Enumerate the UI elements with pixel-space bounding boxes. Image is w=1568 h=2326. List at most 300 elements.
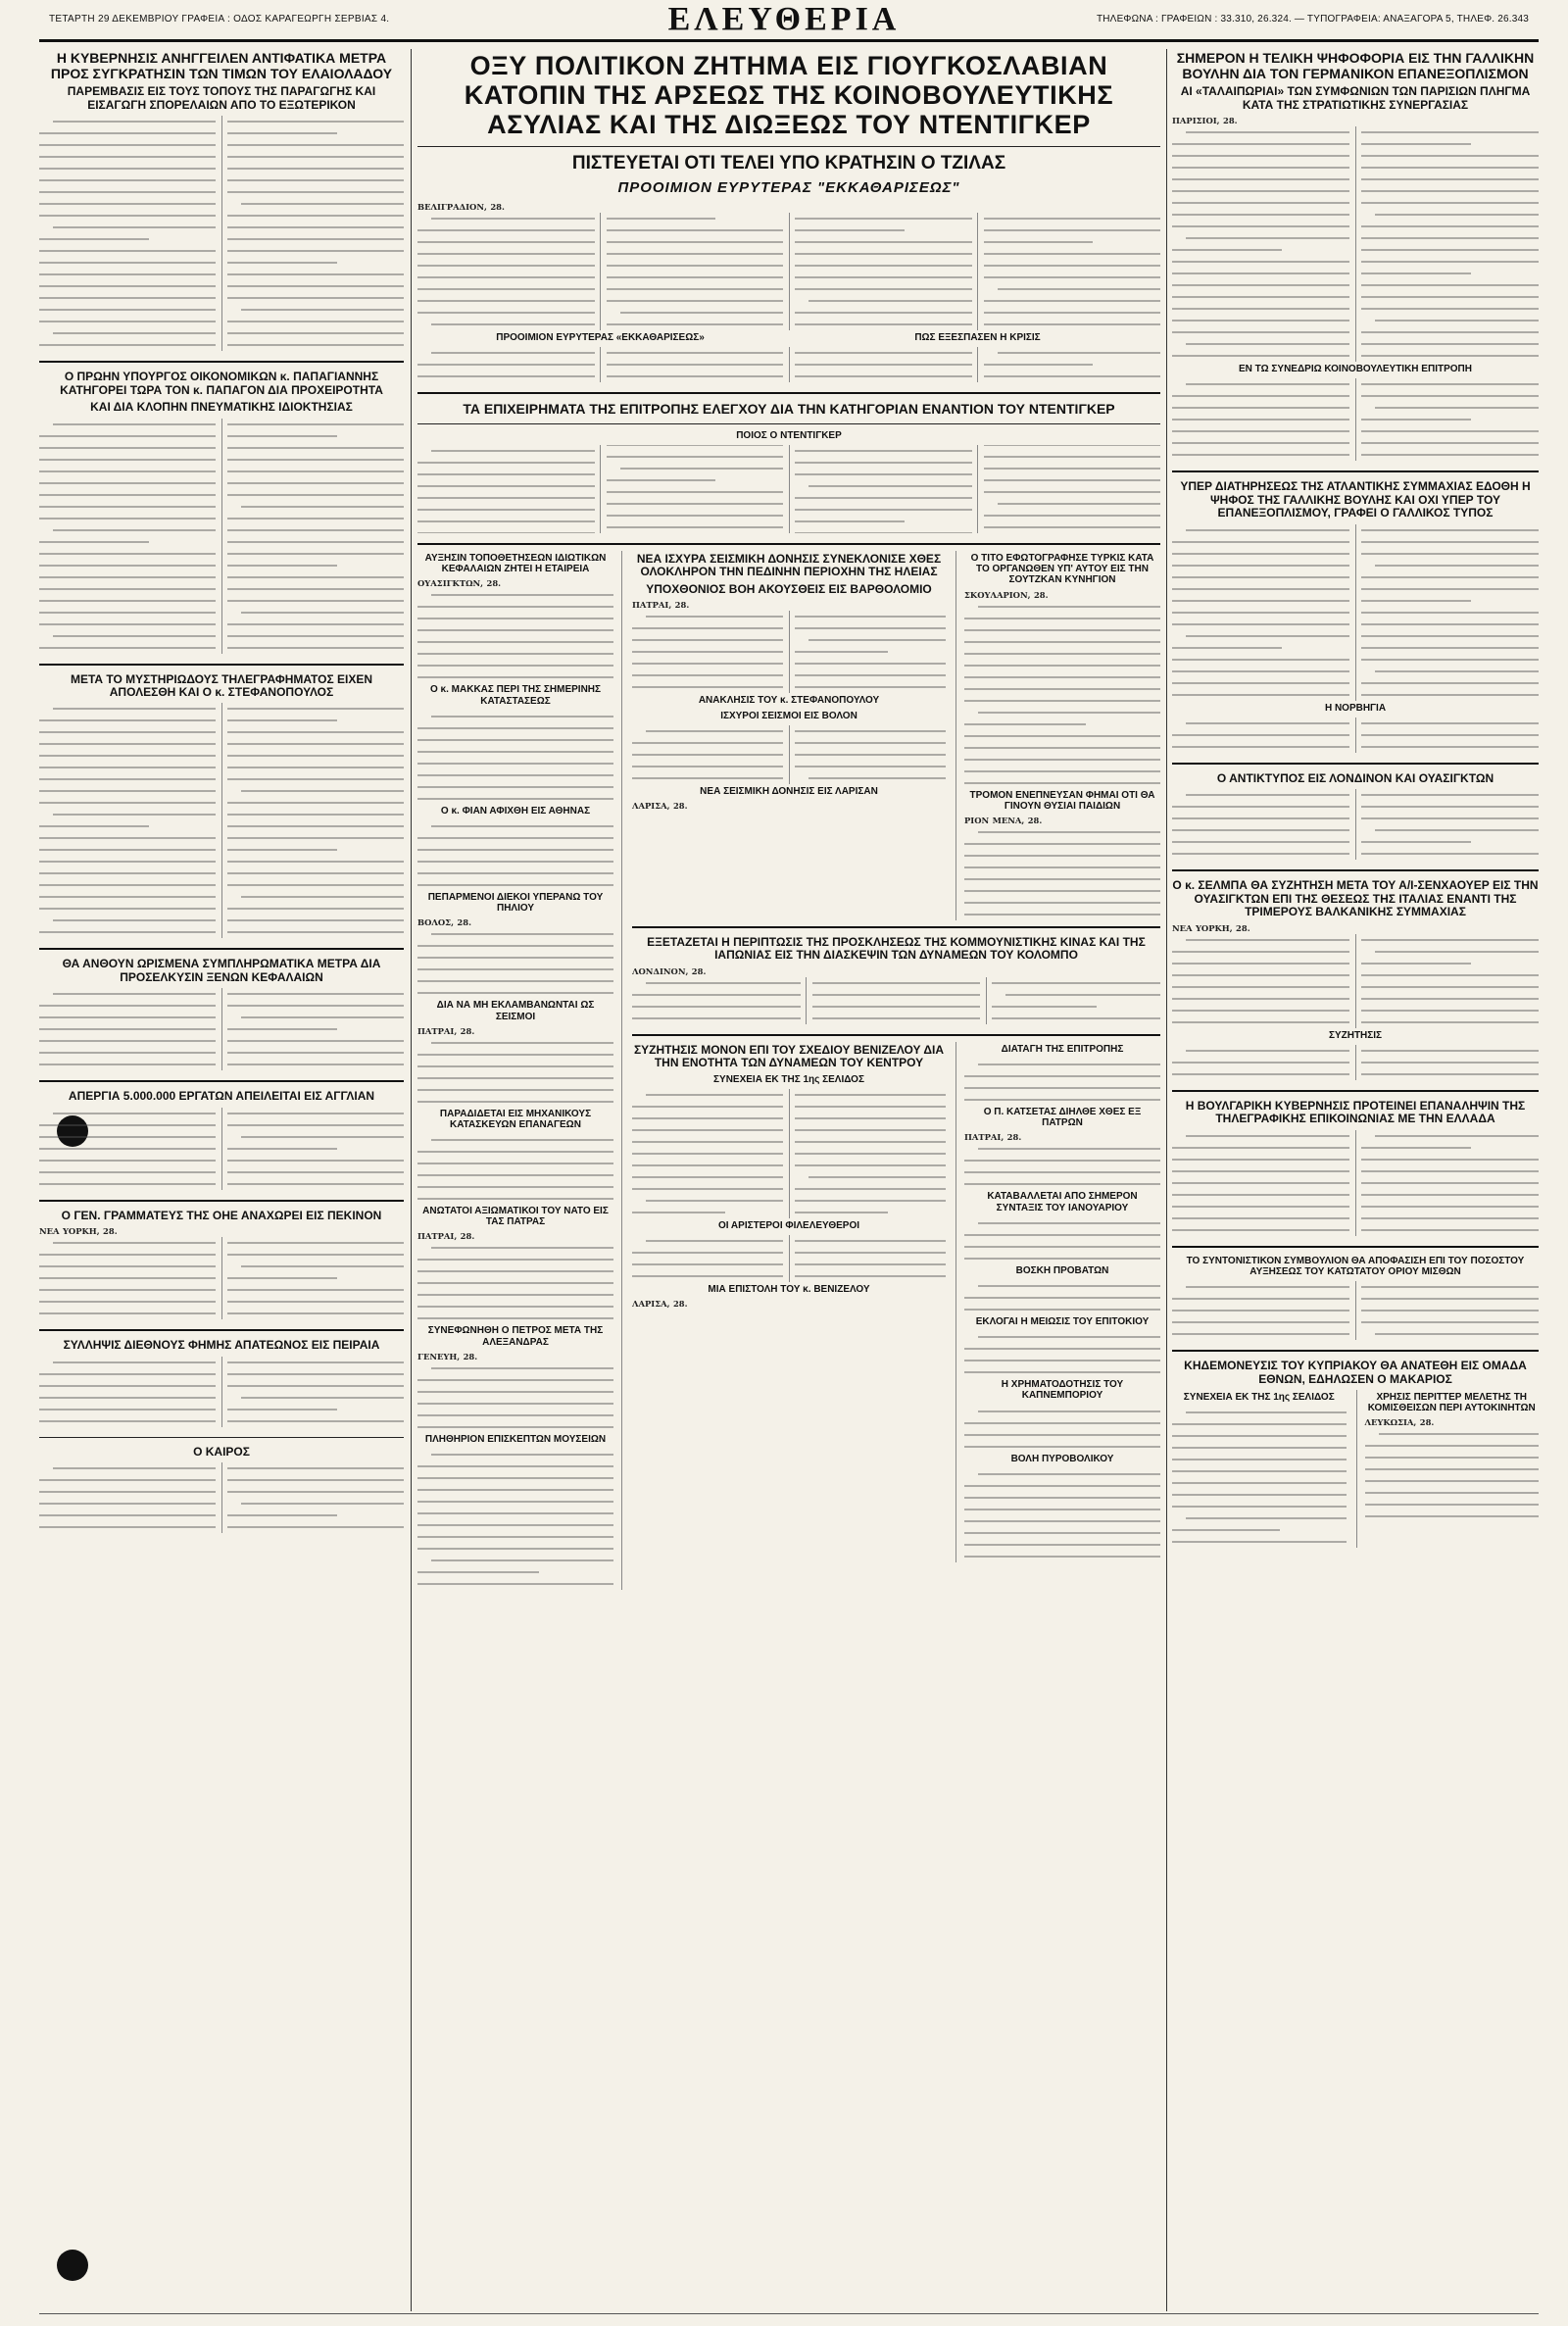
text-line (227, 1498, 404, 1509)
dateline: ΠΑΤΡΑΙ, 28. (964, 1132, 1022, 1143)
text-line (1172, 1328, 1349, 1339)
text-line (39, 1498, 216, 1509)
article-body (417, 820, 613, 890)
text-line (964, 1229, 1160, 1240)
text-line (39, 501, 216, 512)
article-olive-oil (39, 49, 404, 351)
text-line (984, 307, 1161, 318)
text-line (795, 772, 946, 783)
text-line (417, 722, 613, 733)
text-line (632, 646, 783, 657)
short-items-column (956, 1042, 1160, 1562)
text-line (1361, 268, 1539, 278)
inner-headline: ΠΟΙΟΣ Ο ΝΤΕΝΤΙΓΚΕΡ (736, 429, 842, 441)
divider (1172, 1090, 1539, 1092)
divider (39, 1437, 404, 1438)
text-line (1172, 619, 1349, 629)
text-line (964, 695, 1160, 706)
text-line (1172, 595, 1349, 606)
article-body (1172, 1407, 1347, 1547)
text-line (39, 903, 216, 914)
article-body (964, 601, 1160, 788)
text-line (795, 1148, 946, 1159)
text-line (227, 1035, 404, 1046)
text-line (39, 127, 216, 138)
text-line (39, 1012, 216, 1022)
article-un-secretary (39, 1208, 404, 1319)
text-line (227, 116, 404, 126)
text-line (39, 1059, 216, 1069)
article-body (39, 1357, 404, 1427)
dateline: ΣΚΟΥΛΑΡΙΟΝ, 28. (964, 589, 1049, 600)
right-column (1172, 49, 1539, 2311)
text-line (227, 466, 404, 476)
text-line (1172, 801, 1349, 812)
text-line (795, 1183, 946, 1194)
main-headline: ΟΞΥ ΠΟΛΙΤΙΚΟΝ ΖΗΤΗΜΑ ΕΙΣ ΓΙΟΥΓΚΟΣΛΑΒΙΑΝ ΚΑΤΟΠΙΝ ΤΗΣ ΑΡΣΕΩΣ ΤΗΣ ΚΟΙΝΟΒΟΥΛΕΥΤΙΚΗΣ ΑΣΥΛΙΑΣ ΚΑΙ ΤΗΣ ΔΙΩΞΕΩΣ ΤΟΥ ΝΤΕΝΤΙΓΚΕΡ (464, 51, 1114, 140)
text-line (964, 636, 1160, 647)
article-body (632, 1089, 946, 1218)
text-line (795, 516, 972, 526)
text-line (964, 648, 1160, 659)
article-body (39, 1237, 404, 1319)
text-line (632, 1013, 801, 1023)
date-address-line: ΤΕΤΑΡΤΗ 29 ΔΕΚΕΜΒΡΙΟΥ ΓΡΑΦΕΙΑ : ΟΔΟΣ ΚΑΡΑΓΕΩΡΓΗ ΣΕΡΒΙΑΣ 4. (49, 14, 390, 25)
text-line (1361, 1281, 1539, 1292)
text-line (227, 630, 404, 641)
text-line (1172, 402, 1349, 413)
article-london-washington (1172, 770, 1539, 860)
text-line (417, 1421, 613, 1432)
text-line (1361, 524, 1539, 535)
text-line (227, 703, 404, 714)
article-bulgaria (1172, 1098, 1539, 1236)
text-line (795, 1235, 946, 1246)
text-line (39, 926, 216, 937)
text-line (39, 879, 216, 890)
headline: ΠΑΡΑΔΙΔΕΤΑΙ ΕΙΣ ΜΗΧΑΝΙΚΟΥΣ ΚΑΤΑΣΚΕΥΩΝ ΕΠΑΝΑΓΕΩΝ (439, 1108, 592, 1130)
text-line (417, 1374, 613, 1385)
text-line (992, 1013, 1160, 1023)
text-line (227, 607, 404, 618)
text-line (227, 915, 404, 925)
text-line (227, 856, 404, 866)
text-line (1361, 350, 1539, 361)
text-line (1172, 946, 1349, 957)
text-line (227, 163, 404, 173)
text-line (795, 457, 972, 468)
text-line (964, 1331, 1160, 1342)
headline: ΣΥΖΗΤΗΣΙΣ ΜΟΝΟΝ ΕΠΙ ΤΟΥ ΣΧΕΔΙΟΥ ΒΕΝΙΖΕΛΟΥ ΔΙΑ ΤΗΝ ΕΝΟΤΗΤΑ ΤΩΝ ΔΥΝΑΜΕΩΝ ΤΟΥ ΚΕΝΤΡΟΥ (633, 1042, 945, 1070)
text-line (632, 1235, 783, 1246)
text-line (39, 844, 216, 855)
text-line (795, 1136, 946, 1147)
text-line (632, 1183, 783, 1194)
text-line (1361, 1305, 1539, 1315)
text-line (964, 1429, 1160, 1440)
headline: ΣΥΝΕΦΩΝΗΘΗ Ο ΠΕΤΡΟΣ ΜΕΤΑ ΤΗΣ ΑΛΕΞΑΝΔΡΑΣ (427, 1325, 604, 1348)
text-line (795, 504, 972, 515)
text-line (39, 186, 216, 197)
text-line (1172, 279, 1349, 290)
text-line (1361, 449, 1539, 460)
article-body (417, 1362, 613, 1432)
text-line (795, 295, 972, 306)
text-line (417, 307, 595, 318)
article-body (1172, 126, 1539, 362)
article-body (39, 419, 404, 654)
article-atlantic-alliance (1172, 478, 1539, 753)
dateline: ΟΥΑΣΙΓΚΤΩΝ, 28. (417, 578, 502, 589)
text-line (632, 1148, 783, 1159)
text-line (39, 139, 216, 150)
text-line (1172, 1142, 1349, 1153)
text-line (1361, 1068, 1539, 1079)
text-line (39, 856, 216, 866)
text-line (39, 269, 216, 279)
text-line (417, 734, 613, 745)
text-line (1361, 256, 1539, 267)
text-line (984, 474, 1161, 485)
text-line (417, 480, 595, 491)
text-line (1172, 1418, 1347, 1429)
text-line (39, 1035, 216, 1046)
text-line (417, 671, 613, 682)
text-line (39, 773, 216, 784)
text-line (632, 989, 801, 1000)
text-line (39, 430, 216, 441)
text-line (964, 873, 1160, 884)
headline: ΑΝΩΤΑΤΟΙ ΑΞΙΩΜΑΤΙΚΟΙ ΤΟΥ ΝΑΤΟ ΕΙΣ ΤΑΣ ΠΑΤΡΑΣ (422, 1206, 609, 1228)
text-line (227, 198, 404, 209)
text-line (1172, 993, 1349, 1004)
text-line (964, 1527, 1160, 1538)
text-line (1172, 1316, 1349, 1327)
text-line (795, 248, 972, 259)
text-line (227, 477, 404, 488)
text-line (417, 516, 595, 526)
text-line (795, 492, 972, 503)
text-line (227, 903, 404, 914)
text-line (227, 548, 404, 559)
text-line (1361, 958, 1539, 968)
text-line (227, 222, 404, 232)
text-line (1172, 1489, 1347, 1500)
text-line (1172, 1305, 1349, 1315)
text-line (417, 1566, 613, 1577)
text-line (632, 1160, 783, 1170)
text-line (632, 1089, 783, 1100)
divider (1172, 763, 1539, 765)
text-line (417, 613, 613, 623)
text-line (39, 222, 216, 232)
text-line (39, 1509, 216, 1520)
text-line (417, 820, 613, 831)
text-line (1172, 244, 1349, 255)
text-line (227, 738, 404, 749)
text-line (227, 1249, 404, 1260)
text-line (1172, 536, 1349, 547)
text-line (1361, 1016, 1539, 1027)
article-control-committee (417, 400, 1160, 533)
text-line (417, 879, 613, 890)
text-line (39, 1119, 216, 1130)
text-line (964, 1366, 1160, 1377)
text-line (964, 1304, 1160, 1314)
text-line (1172, 437, 1349, 448)
headline: ΤΟ ΣΥΝΤΟΝΙΣΤΙΚΟΝ ΣΥΜΒΟΥΛΙΟΝ ΘΑ ΑΠΟΦΑΣΙΣΗ ΕΠΙ ΤΟΥ ΠΟΣΟΣΤΟΥ ΑΥΞΗΣΕΩΣ ΤΟΥ ΚΑΤΩΤΑΤΟΥ ΟΡΙΟΥ ΜΙΣΘΩΝ (1186, 1255, 1525, 1277)
text-line (964, 885, 1160, 896)
text-line (39, 762, 216, 772)
text-line (812, 1001, 981, 1012)
text-line (417, 1578, 613, 1589)
text-line (984, 260, 1161, 271)
headline: ΔΙΑ ΝΑ ΜΗ ΕΚΛΑΜΒΑΝΩΝΤΑΙ ΩΣ ΣΕΙΣΜΟΙ (436, 1000, 595, 1022)
article-yugoslavia (417, 49, 1160, 382)
text-line (1361, 642, 1539, 653)
article-body (1172, 789, 1539, 860)
text-line (632, 1101, 783, 1112)
text-line (1172, 729, 1349, 740)
subheadline: ΑΙ «ΤΑΛΑΙΠΩΡΙΑΙ» ΤΩΝ ΣΥΜΦΩΝΙΩΝ ΤΩΝ ΠΑΡΙΣΙΩΝ ΠΛΗΓΜΑ ΚΑΤΑ ΤΗΣ ΣΤΡΑΤΙΩΤΙΚΗΣ ΣΥΝΕΡΓΑΣΙΑΣ (1180, 84, 1531, 112)
text-line (984, 371, 1161, 381)
text-line (1361, 1316, 1539, 1327)
text-line (39, 1261, 216, 1271)
dateline: ΡΙΟΝ ΜΕΝΑ, 28. (964, 815, 1043, 825)
text-line (632, 772, 783, 783)
text-line (1172, 958, 1349, 968)
text-line (417, 457, 595, 468)
text-line (417, 1460, 613, 1471)
text-line (227, 304, 404, 315)
text-line (417, 248, 595, 259)
text-line (607, 451, 784, 462)
text-line (1361, 677, 1539, 688)
text-line (1172, 1407, 1347, 1417)
text-line (39, 1357, 216, 1367)
continuation: ΣΥΝΕΧΕΙΑ ΕΚ ΤΗΣ 1ης ΣΕΛΙΔΟΣ (713, 1073, 864, 1085)
text-line (227, 1296, 404, 1307)
dateline: ΛΟΝΔΙΝΟΝ, 28. (632, 965, 707, 976)
text-line (632, 761, 783, 771)
text-line (417, 636, 613, 647)
text-line (227, 844, 404, 855)
text-line (39, 1368, 216, 1379)
inner-headline: Η ΧΡΗΜΑΤΟΔΟΤΗΣΙΣ ΤΟΥ ΚΑΠΝΕΜΠΟΡΙΟΥ (1001, 1379, 1124, 1402)
text-line (812, 1013, 981, 1023)
text-line (39, 867, 216, 878)
text-line (227, 1486, 404, 1497)
article-body (964, 1331, 1160, 1377)
text-line (632, 658, 783, 668)
article-french-assembly (1172, 49, 1539, 461)
divider (417, 423, 1160, 424)
text-line (964, 862, 1160, 872)
text-line (227, 1131, 404, 1142)
text-line (1361, 946, 1539, 957)
text-line (1172, 813, 1349, 823)
text-line (1172, 1536, 1347, 1547)
divider (417, 543, 1160, 545)
text-line (984, 521, 1161, 532)
text-line (1172, 718, 1349, 728)
text-line (607, 347, 784, 358)
text-line (1172, 126, 1349, 137)
dateline: ΒΕΛΙΓΡΑΔΙΟΝ, 28. (417, 201, 505, 212)
text-line (992, 1001, 1160, 1012)
text-line (812, 989, 981, 1000)
headline: Ο ΤΙΤΟ ΕΦΩΤΟΓΡΑΦΗΣΕ ΤΥΡΚΙΣ ΚΑΤΑ ΤΟ ΟΡΓΑΝΩΘΕΝ ΥΠ' ΑΥΤΟΥ ΕΙΣ ΤΗΝ ΣΟΥΤΖΚΑΝ ΚΥΝΗΓΙΟΝ (970, 553, 1154, 586)
divider (1172, 1350, 1539, 1352)
article-wages (1172, 1254, 1539, 1340)
headline: Ο ΑΝΤΙΚΤΥΠΟΣ ΕΙΣ ΛΟΝΔΙΝΟΝ ΚΑΙ ΟΥΑΣΙΓΚΤΩΝ (1216, 770, 1494, 785)
text-line (227, 785, 404, 796)
inner-headline: ΕΚΛΟΓΑΙ Η ΜΕΙΩΣΙΣ ΤΟΥ ΕΠΙΤΟΚΙΟΥ (975, 1315, 1150, 1327)
text-line (39, 327, 216, 338)
text-line (227, 879, 404, 890)
inner-headline: ΒΟΛΗ ΠΥΡΟΒΟΛΙΚΟΥ (1010, 1453, 1114, 1464)
article-body (964, 826, 1160, 919)
text-line (39, 560, 216, 570)
text-line (417, 347, 595, 358)
article-stefanopoulos (39, 671, 404, 939)
text-line (1172, 1293, 1349, 1304)
text-line (39, 513, 216, 523)
text-line (417, 1072, 613, 1083)
dateline: ΠΑΤΡΑΙ, 28. (417, 1025, 475, 1036)
text-line (632, 1001, 801, 1012)
article-strike (39, 1088, 404, 1189)
text-line (39, 1000, 216, 1011)
article-tito (956, 551, 1160, 920)
text-line (1361, 630, 1539, 641)
text-line (984, 463, 1161, 473)
text-line (417, 1049, 613, 1060)
text-line (1361, 789, 1539, 800)
text-line (1172, 689, 1349, 700)
text-line (795, 669, 946, 680)
text-line (417, 1531, 613, 1542)
text-line (964, 1143, 1160, 1154)
text-line (417, 1472, 613, 1483)
text-line (1172, 677, 1349, 688)
text-line (964, 1504, 1160, 1514)
text-line (39, 1108, 216, 1118)
quake-tito-row (632, 551, 1160, 920)
phone-line: ΤΗΛΕΦΩΝΑ : ΓΡΑΦΕΙΩΝ : 33.310, 26.324. — ΤΥΠΟΓΡΑΦΕΙΑ: ΑΝΑΞΑΓΟΡΑ 5, ΤΗΛΕΦ. 26.343 (1096, 14, 1529, 25)
inner-headline: ΜΙΑ ΕΠΙΣΤΟΛΗ ΤΟΥ κ. ΒΕΝΙΖΕΛΟΥ (708, 1284, 870, 1296)
text-line (39, 595, 216, 606)
text-line (39, 1392, 216, 1403)
dateline: ΛΑΡΙΣΑ, 28. (632, 1299, 688, 1310)
text-line (417, 1096, 613, 1107)
text-line (417, 1242, 613, 1253)
text-line (417, 1061, 613, 1071)
text-line (964, 838, 1160, 849)
cyprus-body (1172, 1390, 1539, 1548)
text-line (1365, 1440, 1540, 1451)
text-line (39, 1178, 216, 1189)
venizelos-row (632, 1042, 1160, 1562)
text-line (39, 809, 216, 819)
text-line (39, 198, 216, 209)
text-line (1361, 824, 1539, 835)
divider (39, 361, 404, 363)
headline: Η ΒΟΥΛΓΑΡΙΚΗ ΚΥΒΕΡΝΗΣΙΣ ΠΡΟΤΕΙΝΕΙ ΕΠΑΝΑΛΗΨΙΝ ΤΗΣ ΤΗΛΕΓΡΑΦΙΚΗΣ ΕΠΙΚΟΙΝΩΝΙΑΣ ΜΕ ΤΗΝ ΕΛΛΑΔΑ (1185, 1098, 1526, 1126)
text-line (417, 769, 613, 780)
text-line (964, 1492, 1160, 1503)
text-line (417, 867, 613, 878)
text-line (607, 371, 784, 381)
text-line (607, 510, 784, 520)
text-line (964, 660, 1160, 670)
text-line (964, 1515, 1160, 1526)
text-line (607, 236, 784, 247)
text-line (1172, 824, 1349, 835)
text-line (632, 1136, 783, 1147)
text-line (964, 826, 1160, 837)
text-line (417, 469, 595, 479)
text-line (1361, 338, 1539, 349)
text-line (417, 1398, 613, 1409)
text-line (39, 1272, 216, 1283)
inner-headline: ΔΙΑΤΑΓΗ ΤΗΣ ΕΠΙΤΡΟΠΗΣ (1001, 1043, 1124, 1055)
article-body (964, 1468, 1160, 1561)
inner-headline: ΠΩΣ ΕΞΕΣΠΑΣΕΝ Η ΚΡΙΣΙΣ (914, 331, 1041, 343)
center-main-stories (632, 551, 1160, 1590)
text-line (417, 492, 595, 503)
text-line (417, 711, 613, 721)
text-line (607, 248, 784, 259)
article-body (417, 1242, 613, 1323)
text-line (795, 371, 972, 381)
headline: Ο ΠΡΩΗΝ ΥΠΟΥΡΓΟΣ ΟΙΚΟΝΟΜΙΚΩΝ κ. ΠΑΠΑΓΙΑΝΝΗΣ ΚΑΤΗΓΟΡΕΙ ΤΩΡΑ ΤΟΝ κ. ΠΑΠΑΓΟΝ ΔΙΑ ΠΡΟΧΕΙΡΟΤΗΤΑ (60, 370, 383, 397)
divider (632, 1034, 1160, 1036)
text-line (1365, 1452, 1540, 1462)
text-line (1172, 571, 1349, 582)
text-line (1172, 524, 1349, 535)
text-line (227, 280, 404, 291)
text-line (1172, 981, 1349, 992)
article-body (39, 988, 404, 1070)
text-line (1361, 1154, 1539, 1164)
article-body (417, 1037, 613, 1107)
article-papagiannis (39, 369, 404, 653)
text-line (227, 524, 404, 535)
text-line (417, 224, 595, 235)
text-line (795, 469, 972, 479)
text-line (39, 1415, 216, 1426)
text-line (795, 1195, 946, 1206)
text-line (964, 1406, 1160, 1416)
text-line (227, 245, 404, 256)
text-line (1172, 848, 1349, 859)
inner-headline: ΑΝΑΚΛΗΣΙΣ ΤΟΥ κ. ΣΤΕΦΑΝΟΠΟΥΛΟΥ (698, 695, 880, 707)
text-line (417, 589, 613, 600)
text-line (1365, 1428, 1540, 1439)
text-line (39, 891, 216, 902)
text-line (39, 1521, 216, 1532)
article-body (632, 725, 946, 784)
text-line (39, 524, 216, 535)
text-line (39, 1047, 216, 1058)
text-line (39, 304, 216, 315)
text-line (1365, 1499, 1540, 1509)
text-line (1361, 1224, 1539, 1235)
text-line (964, 1355, 1160, 1365)
text-line (417, 975, 613, 986)
text-line (607, 359, 784, 370)
